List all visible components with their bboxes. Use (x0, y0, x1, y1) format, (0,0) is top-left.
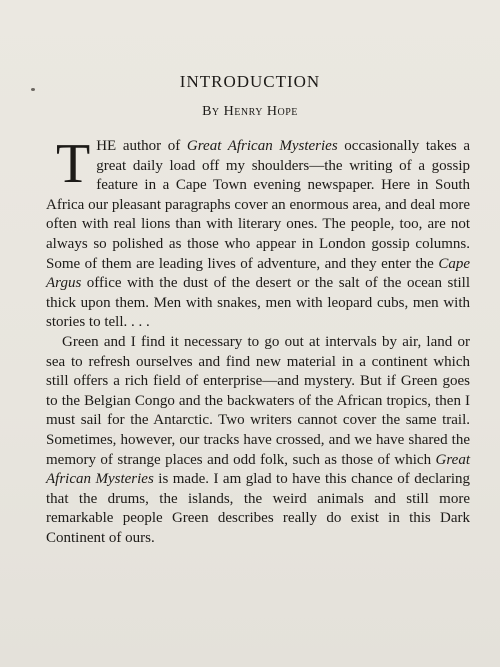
paragraph-1 (46, 133, 470, 333)
chapter-title: INTRODUCTION (179, 72, 321, 91)
p1-text-a: HE author of (96, 138, 187, 154)
p1-text-c: office with the dust of the desert or the salt of the ocean still thick upon them. Men with snakes, men with leopard cubs, men with stories to tell. . . . (46, 275, 470, 331)
drop-cap: T (56, 133, 91, 195)
p2-text-b: is made. I am glad to have this chance of declaring that the drums, the islands, the weird animals and still more remarkable people Green describes really do exist in this Dark Continent of ours. (46, 471, 471, 546)
p1-text-b: occasionally takes a great daily load off my shoulders—the writing of a gossip feature in a Cape Town evening newspaper. Here in South Africa our pleasant paragraphs cover an enormous area, and deal more often with real lions than with literary ones. The people, too, are not always so polished as those who appear in London gossip columns. Some of them are leading lives of adventure, and they enter the (46, 138, 470, 272)
newspaper-name: Cape Argus (46, 255, 470, 292)
paragraph-2 (46, 333, 470, 549)
introduction-body (46, 133, 471, 548)
p2-text-a: Green and I find it necessary to go out at intervals by air, land or sea to refresh ourselves and find new material in a continent which still offers a rich field of enterprise—and mystery. But if Green goes to the Belgian Congo and the backwaters of the African tropics, then I must sail for the Antarctic. Two writers cannot cover the same trail. Sometimes, however, our tracks have crossed, and we have shared the memory of strange places and odd folk, such as those of which (46, 333, 470, 468)
book-title-2: Great African Mysteries (46, 451, 470, 488)
byline-text: By Henry Hope (202, 104, 298, 119)
author-byline (0, 104, 500, 120)
book-title-1: Great African Mysteries (186, 138, 338, 154)
